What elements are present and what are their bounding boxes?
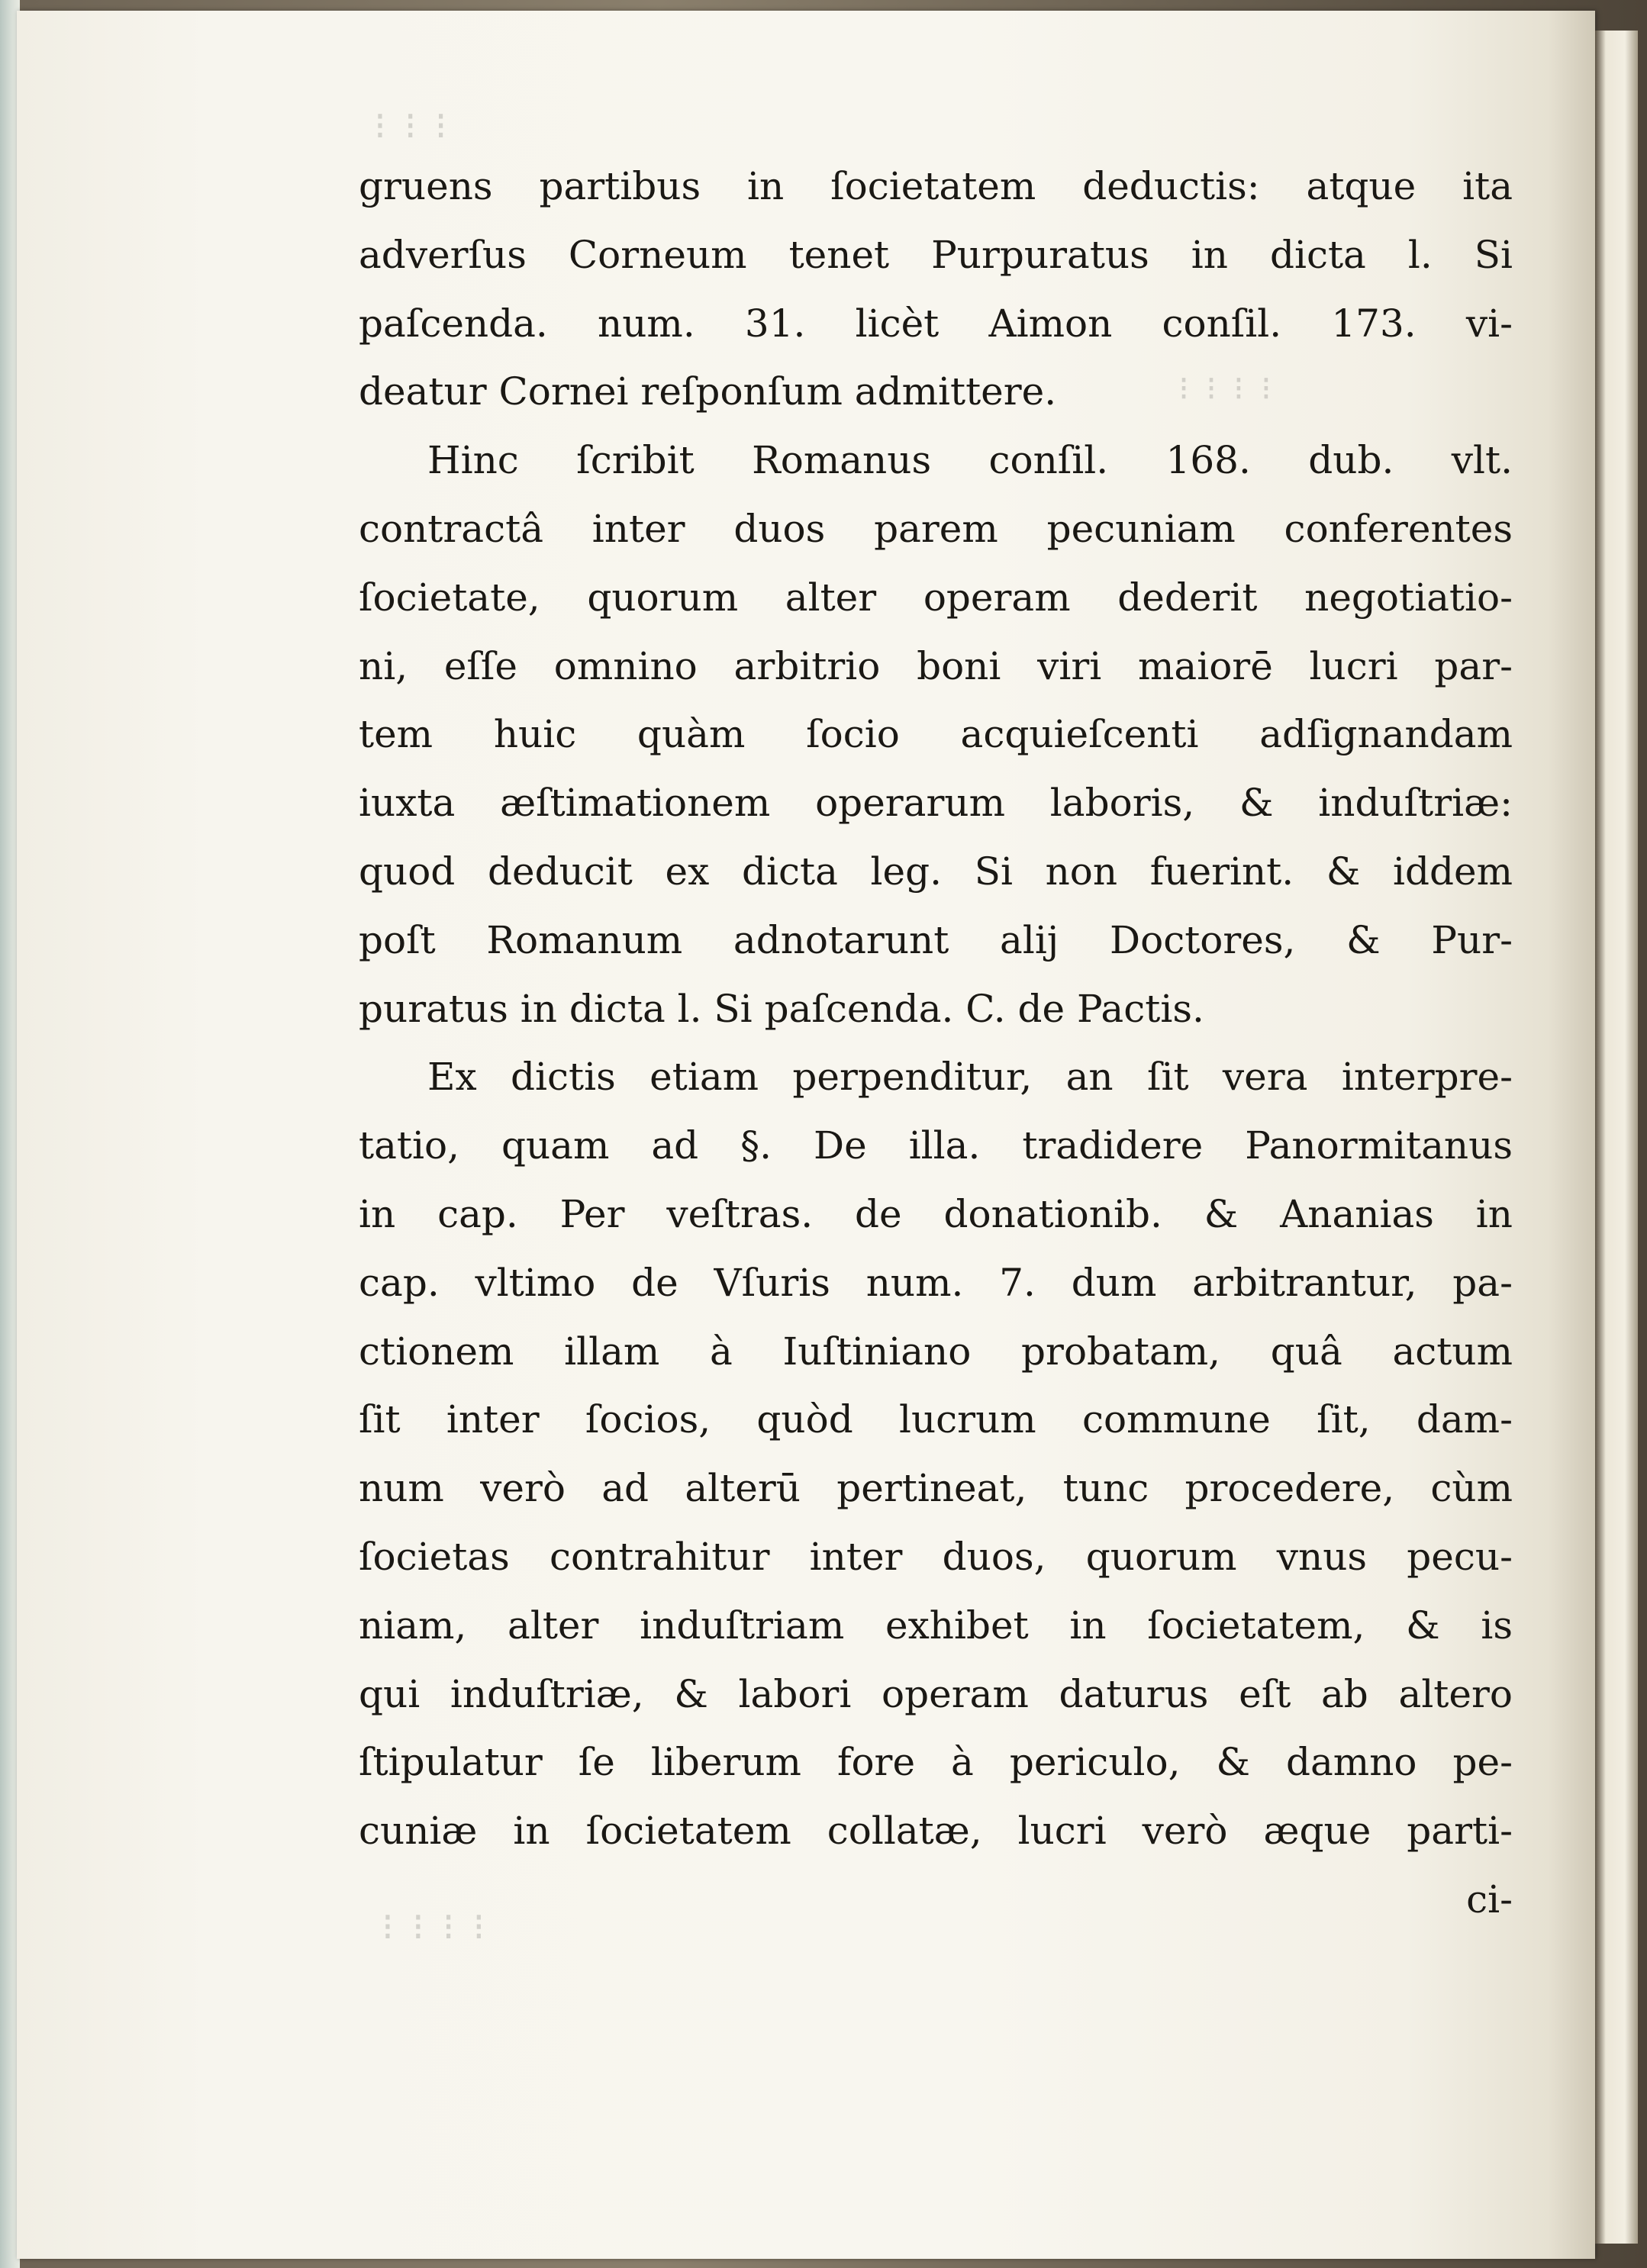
show-through-mark: ⁝ ⁝ ⁝ ⁝ [1175, 369, 1272, 408]
text-line: tatio, quam ad §. De illa. tradidere Panormitanus [359, 1123, 1513, 1168]
show-through-mark: ⁝ ⁝ ⁝ [371, 104, 447, 148]
text-line: ni, eſſe omnino arbitrio boni viri maiorē lucri par- [359, 643, 1513, 688]
text-line: poſt Romanum adnotarunt alij Doctores, & Pur- [359, 917, 1513, 962]
show-through-mark: ⁝ ⁝ ⁝ ⁝ [379, 1905, 485, 1949]
text-line: num verò ad alterū pertineat, tunc procedere, cùm [359, 1466, 1513, 1511]
page-text [359, 153, 1513, 1935]
text-line: ctionem illam à Iuſtiniano probatam, quâ actum [359, 1329, 1513, 1374]
text-line: ſocietate, quorum alter operam dederit negotiatio- [359, 575, 1513, 620]
text-line: iuxta æſtimationem operarum laboris, & induſtriæ: [359, 781, 1513, 826]
text-line: ſit inter ſocios, quòd lucrum commune ſit, dam- [359, 1397, 1513, 1442]
text-line: puratus in dicta l. Si paſcenda. C. de Pactis. [359, 986, 1204, 1031]
text-line: cap. vltimo de Vſuris num. 7. dum arbitrantur, pa- [359, 1260, 1513, 1305]
text-line: Hinc ſcribit Romanus conſil. 168. dub. vlt. [427, 438, 1513, 483]
text-line: deatur Cornei reſponſum admittere. [359, 369, 1057, 414]
right-page-edge [1595, 31, 1638, 2244]
text-line: in cap. Per veſtras. de donationib. & Ananias in [359, 1191, 1513, 1236]
text-line: ſtipulatur ſe liberum fore à periculo, & damno pe- [359, 1740, 1513, 1785]
catchword: ci- [1466, 1877, 1513, 1922]
text-line: qui induſtriæ, & labori operam daturus eſt ab altero [359, 1671, 1513, 1716]
text-line: paſcenda. num. 31. licèt Aimon conſil. 173. vi- [359, 301, 1513, 346]
text-line: niam, alter induſtriam exhibet in ſocietatem, & is [359, 1603, 1513, 1648]
text-line: gruens partibus in ſocietatem deductis: atque ita [359, 164, 1513, 208]
text-line: quod deducit ex dicta leg. Si non fuerint. & iddem [359, 849, 1513, 894]
text-line: ſocietas contrahitur inter duos, quorum vnus pecu- [359, 1534, 1513, 1579]
text-line: tem huic quàm ſocio acquieſcenti adſignandam [359, 712, 1513, 757]
text-line: adverſus Corneum tenet Purpuratus in dicta l. Si [359, 232, 1513, 277]
text-line: Ex dictis etiam perpenditur, an ſit vera interpre- [427, 1055, 1513, 1100]
text-line: contractâ inter duos parem pecuniam conferentes [359, 506, 1513, 551]
text-line: cuniæ in ſocietatem collatæ, lucri verò æque parti- [359, 1809, 1513, 1854]
